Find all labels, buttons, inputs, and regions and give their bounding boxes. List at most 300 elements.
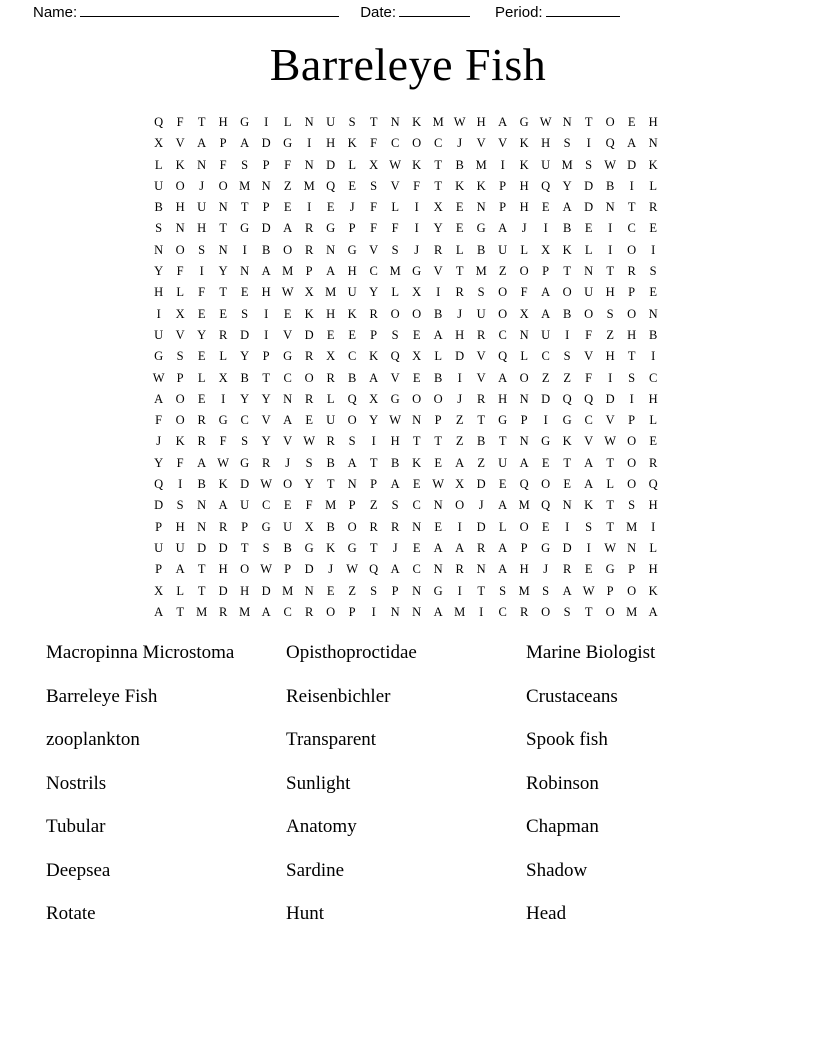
grid-cell[interactable]: K	[648, 157, 658, 172]
grid-cell[interactable]: I	[586, 136, 591, 151]
grid-cell[interactable]: T	[369, 540, 378, 555]
grid-cell[interactable]: A	[498, 498, 508, 513]
grid-cell[interactable]: E	[455, 221, 464, 236]
grid-cell[interactable]: B	[562, 306, 572, 321]
grid-cell[interactable]: N	[154, 242, 164, 257]
grid-cell[interactable]: R	[218, 519, 228, 534]
grid-cell[interactable]: K	[562, 242, 572, 257]
grid-cell[interactable]: L	[391, 200, 400, 215]
grid-cell[interactable]: U	[154, 178, 164, 193]
grid-cell[interactable]: Y	[154, 264, 164, 279]
grid-cell[interactable]: S	[241, 157, 249, 172]
grid-cell[interactable]: W	[432, 477, 445, 492]
grid-cell[interactable]: L	[520, 242, 529, 257]
grid-cell[interactable]: N	[218, 242, 228, 257]
grid-cell[interactable]: I	[500, 157, 505, 172]
grid-cell[interactable]: O	[412, 136, 422, 151]
grid-cell[interactable]: D	[326, 157, 336, 172]
grid-cell[interactable]: V	[283, 327, 293, 342]
grid-cell[interactable]: M	[432, 115, 444, 129]
grid-cell[interactable]: C	[498, 327, 508, 342]
grid-cell[interactable]: I	[565, 327, 570, 342]
grid-cell[interactable]: V	[369, 242, 379, 257]
grid-cell[interactable]: I	[457, 519, 462, 534]
grid-cell[interactable]: S	[176, 349, 184, 364]
grid-cell[interactable]: U	[240, 498, 250, 513]
grid-cell[interactable]: F	[305, 498, 313, 513]
grid-cell[interactable]: H	[605, 285, 615, 300]
grid-cell[interactable]: T	[240, 540, 249, 555]
grid-cell[interactable]: J	[414, 242, 420, 257]
grid-cell[interactable]: V	[390, 370, 400, 385]
grid-cell[interactable]: U	[498, 455, 508, 470]
grid-cell[interactable]: M	[239, 604, 251, 619]
grid-cell[interactable]: E	[283, 498, 292, 513]
grid-cell[interactable]: R	[648, 200, 658, 215]
grid-cell[interactable]: I	[608, 370, 613, 385]
grid-cell[interactable]: P	[241, 519, 249, 534]
grid-cell[interactable]: E	[434, 455, 443, 470]
grid-cell[interactable]: A	[455, 455, 465, 470]
grid-cell[interactable]: H	[541, 136, 551, 151]
grid-cell[interactable]: H	[197, 221, 207, 236]
date-blank-line[interactable]	[399, 3, 470, 17]
grid-cell[interactable]: K	[412, 455, 422, 470]
grid-cell[interactable]: P	[176, 370, 184, 385]
grid-cell[interactable]: H	[261, 285, 271, 300]
grid-cell[interactable]: S	[155, 221, 163, 236]
grid-cell[interactable]: Z	[563, 370, 572, 385]
word-list-item[interactable]: Tubular	[46, 816, 106, 837]
grid-cell[interactable]: P	[520, 540, 528, 555]
name-blank-line[interactable]	[80, 3, 339, 17]
grid-cell[interactable]: T	[584, 604, 593, 619]
grid-cell[interactable]: T	[369, 455, 378, 470]
grid-cell[interactable]: F	[155, 413, 163, 428]
grid-cell[interactable]: E	[584, 562, 593, 577]
grid-cell[interactable]: M	[475, 157, 487, 172]
grid-cell[interactable]: T	[584, 115, 593, 129]
grid-cell[interactable]: T	[606, 519, 615, 534]
grid-cell[interactable]: B	[605, 178, 615, 193]
grid-cell[interactable]: O	[498, 306, 508, 321]
grid-cell[interactable]: N	[347, 477, 357, 492]
grid-cell[interactable]: F	[176, 115, 184, 129]
grid-cell[interactable]: R	[390, 519, 400, 534]
grid-cell[interactable]: S	[563, 349, 571, 364]
grid-cell[interactable]: G	[433, 583, 443, 598]
grid-cell[interactable]: H	[648, 115, 658, 129]
grid-cell[interactable]: E	[412, 327, 421, 342]
grid-cell[interactable]: Q	[498, 349, 508, 364]
grid-cell[interactable]: S	[198, 242, 206, 257]
grid-cell[interactable]: F	[585, 327, 593, 342]
grid-cell[interactable]: A	[240, 136, 250, 151]
grid-cell[interactable]: L	[176, 285, 185, 300]
grid-cell[interactable]: M	[626, 519, 638, 534]
grid-cell[interactable]: E	[584, 221, 593, 236]
grid-cell[interactable]: I	[242, 242, 247, 257]
grid-cell[interactable]: E	[197, 391, 206, 406]
grid-cell[interactable]: X	[304, 519, 314, 534]
grid-cell[interactable]: Y	[261, 391, 271, 406]
grid-cell[interactable]: H	[519, 178, 529, 193]
grid-cell[interactable]: I	[651, 242, 656, 257]
grid-cell[interactable]: P	[520, 413, 528, 428]
grid-cell[interactable]: G	[476, 221, 486, 236]
grid-cell[interactable]: A	[498, 540, 508, 555]
grid-cell[interactable]: X	[154, 136, 164, 151]
grid-cell[interactable]: O	[347, 413, 357, 428]
grid-cell[interactable]: A	[261, 264, 271, 279]
grid-cell[interactable]: I	[264, 115, 269, 129]
grid-cell[interactable]: H	[175, 519, 185, 534]
grid-cell[interactable]: N	[476, 562, 486, 577]
grid-cell[interactable]: J	[199, 178, 205, 193]
grid-cell[interactable]: H	[390, 434, 400, 449]
grid-cell[interactable]: N	[433, 562, 443, 577]
grid-cell[interactable]: Q	[154, 477, 164, 492]
grid-cell[interactable]: H	[605, 349, 615, 364]
grid-cell[interactable]: E	[434, 519, 443, 534]
grid-cell[interactable]: R	[369, 306, 379, 321]
grid-cell[interactable]: J	[457, 136, 463, 151]
grid-cell[interactable]: U	[154, 327, 164, 342]
grid-cell[interactable]: H	[218, 115, 228, 129]
grid-cell[interactable]: A	[584, 477, 594, 492]
grid-cell[interactable]: H	[627, 327, 637, 342]
grid-cell[interactable]: Q	[390, 349, 400, 364]
grid-cell[interactable]: D	[476, 519, 486, 534]
grid-cell[interactable]: K	[326, 540, 336, 555]
grid-cell[interactable]: Y	[240, 391, 250, 406]
grid-cell[interactable]: Y	[218, 264, 228, 279]
grid-cell[interactable]: B	[476, 242, 486, 257]
grid-cell[interactable]: N	[519, 434, 529, 449]
grid-cell[interactable]: P	[499, 178, 507, 193]
grid-cell[interactable]: H	[326, 136, 336, 151]
grid-cell[interactable]: D	[197, 540, 207, 555]
grid-cell[interactable]: H	[326, 306, 336, 321]
grid-cell[interactable]: M	[475, 264, 487, 279]
grid-cell[interactable]: N	[304, 157, 314, 172]
grid-cell[interactable]: T	[369, 115, 378, 129]
grid-cell[interactable]: R	[218, 604, 228, 619]
grid-cell[interactable]: O	[627, 455, 637, 470]
grid-cell[interactable]: V	[476, 349, 486, 364]
grid-cell[interactable]: T	[240, 200, 249, 215]
grid-cell[interactable]: S	[563, 604, 571, 619]
grid-cell[interactable]: F	[370, 200, 378, 215]
grid-cell[interactable]: T	[498, 434, 507, 449]
grid-cell[interactable]: E	[412, 540, 421, 555]
grid-cell[interactable]: D	[154, 498, 164, 513]
grid-cell[interactable]: S	[585, 519, 593, 534]
grid-cell[interactable]: X	[412, 285, 422, 300]
grid-cell[interactable]: C	[412, 562, 422, 577]
grid-cell[interactable]: D	[584, 200, 594, 215]
grid-cell[interactable]: A	[433, 540, 443, 555]
grid-cell[interactable]: Z	[498, 264, 507, 279]
grid-cell[interactable]: H	[519, 200, 529, 215]
grid-cell[interactable]: R	[326, 370, 336, 385]
grid-cell[interactable]: A	[390, 562, 400, 577]
grid-cell[interactable]: R	[455, 285, 465, 300]
grid-cell[interactable]: G	[283, 136, 293, 151]
grid-cell[interactable]: I	[199, 264, 204, 279]
grid-cell[interactable]: M	[518, 498, 530, 513]
grid-cell[interactable]: U	[197, 200, 207, 215]
grid-cell[interactable]: I	[371, 434, 376, 449]
grid-cell[interactable]: C	[627, 221, 637, 236]
grid-cell[interactable]: K	[304, 306, 314, 321]
grid-cell[interactable]: K	[519, 136, 529, 151]
grid-cell[interactable]: C	[369, 264, 379, 279]
grid-cell[interactable]: K	[175, 157, 185, 172]
grid-cell[interactable]: W	[582, 583, 595, 598]
grid-cell[interactable]: X	[304, 285, 314, 300]
grid-cell[interactable]: M	[282, 583, 294, 598]
grid-cell[interactable]: S	[348, 434, 356, 449]
grid-cell[interactable]: O	[175, 242, 185, 257]
grid-cell[interactable]: T	[412, 434, 421, 449]
grid-cell[interactable]: X	[412, 349, 422, 364]
grid-cell[interactable]: O	[390, 306, 400, 321]
grid-cell[interactable]: S	[499, 583, 507, 598]
grid-cell[interactable]: B	[433, 370, 443, 385]
grid-cell[interactable]: N	[197, 519, 207, 534]
grid-cell[interactable]: P	[284, 562, 292, 577]
grid-cell[interactable]: T	[455, 264, 464, 279]
grid-cell[interactable]: O	[519, 370, 529, 385]
grid-cell[interactable]: Y	[369, 413, 379, 428]
grid-cell[interactable]: W	[303, 434, 316, 449]
grid-cell[interactable]: T	[197, 562, 206, 577]
grid-cell[interactable]: N	[627, 540, 637, 555]
grid-cell[interactable]: Q	[584, 391, 594, 406]
grid-cell[interactable]: F	[585, 370, 593, 385]
grid-cell[interactable]: T	[197, 115, 206, 129]
grid-cell[interactable]: H	[648, 498, 658, 513]
grid-cell[interactable]: R	[433, 242, 443, 257]
grid-cell[interactable]: E	[197, 349, 206, 364]
grid-cell[interactable]: N	[562, 498, 572, 513]
grid-cell[interactable]: Z	[455, 413, 464, 428]
grid-cell[interactable]: P	[155, 562, 163, 577]
grid-cell[interactable]: O	[326, 604, 336, 619]
grid-cell[interactable]: L	[649, 540, 658, 555]
grid-cell[interactable]: X	[154, 583, 164, 598]
grid-cell[interactable]: T	[176, 604, 185, 619]
word-list-item[interactable]: Rotate	[46, 903, 96, 924]
grid-cell[interactable]: I	[178, 477, 183, 492]
grid-cell[interactable]: J	[457, 391, 463, 406]
grid-cell[interactable]: P	[262, 200, 270, 215]
grid-cell[interactable]: L	[649, 178, 658, 193]
grid-cell[interactable]: U	[283, 519, 293, 534]
grid-cell[interactable]: S	[370, 178, 378, 193]
grid-cell[interactable]: F	[219, 157, 227, 172]
grid-cell[interactable]: W	[604, 157, 617, 172]
grid-cell[interactable]: R	[304, 221, 314, 236]
grid-cell[interactable]: N	[197, 498, 207, 513]
grid-cell[interactable]: X	[218, 370, 228, 385]
grid-cell[interactable]: Q	[347, 391, 357, 406]
grid-cell[interactable]: B	[347, 370, 357, 385]
grid-cell[interactable]: I	[457, 583, 462, 598]
word-list-item[interactable]: Chapman	[526, 816, 599, 837]
grid-cell[interactable]: V	[175, 327, 185, 342]
grid-cell[interactable]: C	[390, 136, 400, 151]
grid-cell[interactable]: F	[176, 264, 184, 279]
grid-cell[interactable]: E	[412, 370, 421, 385]
grid-cell[interactable]: P	[262, 349, 270, 364]
grid-cell[interactable]: M	[389, 264, 401, 279]
grid-cell[interactable]: S	[563, 136, 571, 151]
grid-cell[interactable]: D	[605, 391, 615, 406]
grid-cell[interactable]: G	[390, 391, 400, 406]
grid-cell[interactable]: R	[197, 413, 207, 428]
grid-cell[interactable]: G	[283, 349, 293, 364]
grid-cell[interactable]: B	[326, 519, 336, 534]
grid-cell[interactable]: R	[476, 327, 486, 342]
grid-cell[interactable]: D	[218, 540, 228, 555]
grid-cell[interactable]: E	[563, 477, 572, 492]
grid-cell[interactable]: A	[584, 455, 594, 470]
grid-cell[interactable]: D	[541, 391, 551, 406]
grid-cell[interactable]: J	[156, 434, 162, 449]
grid-cell[interactable]: S	[585, 157, 593, 172]
grid-cell[interactable]: L	[584, 242, 593, 257]
grid-cell[interactable]: E	[348, 178, 357, 193]
grid-cell[interactable]: O	[283, 477, 293, 492]
grid-cell[interactable]: Z	[348, 583, 357, 598]
grid-cell[interactable]: Q	[541, 498, 551, 513]
grid-cell[interactable]: V	[283, 434, 293, 449]
grid-cell[interactable]: L	[326, 391, 335, 406]
grid-cell[interactable]: C	[433, 136, 443, 151]
grid-cell[interactable]: I	[543, 413, 548, 428]
grid-cell[interactable]: Z	[455, 434, 464, 449]
grid-cell[interactable]: K	[648, 583, 658, 598]
grid-cell[interactable]: T	[606, 455, 615, 470]
grid-cell[interactable]: R	[519, 604, 529, 619]
grid-cell[interactable]: E	[541, 519, 550, 534]
grid-cell[interactable]: D	[218, 583, 228, 598]
grid-cell[interactable]: I	[565, 519, 570, 534]
grid-cell[interactable]: I	[629, 178, 634, 193]
grid-cell[interactable]: S	[262, 540, 270, 555]
grid-cell[interactable]: R	[627, 264, 637, 279]
grid-cell[interactable]: Y	[304, 477, 314, 492]
grid-cell[interactable]: L	[606, 477, 615, 492]
grid-cell[interactable]: A	[433, 327, 443, 342]
grid-cell[interactable]: J	[478, 498, 484, 513]
grid-cell[interactable]: O	[412, 306, 422, 321]
grid-cell[interactable]: N	[412, 519, 422, 534]
grid-cell[interactable]: L	[649, 413, 658, 428]
grid-cell[interactable]: G	[154, 349, 164, 364]
grid-cell[interactable]: B	[433, 306, 443, 321]
word-list-item[interactable]: Opisthoproctidae	[286, 642, 417, 663]
grid-cell[interactable]: R	[326, 434, 336, 449]
word-list-item[interactable]: Macropinna Microstoma	[46, 642, 235, 663]
grid-cell[interactable]: H	[240, 583, 250, 598]
grid-cell[interactable]: C	[498, 604, 508, 619]
grid-cell[interactable]: N	[175, 221, 185, 236]
grid-cell[interactable]: R	[197, 434, 207, 449]
grid-cell[interactable]: E	[498, 477, 507, 492]
grid-cell[interactable]: M	[239, 178, 251, 193]
grid-cell[interactable]: G	[541, 540, 551, 555]
grid-cell[interactable]: P	[499, 200, 507, 215]
grid-cell[interactable]: A	[347, 455, 357, 470]
grid-cell[interactable]: H	[648, 391, 658, 406]
grid-cell[interactable]: K	[175, 434, 185, 449]
grid-cell[interactable]: X	[541, 242, 551, 257]
grid-cell[interactable]: P	[606, 583, 614, 598]
grid-cell[interactable]: M	[325, 498, 337, 513]
grid-cell[interactable]: X	[369, 157, 379, 172]
grid-cell[interactable]: P	[370, 327, 378, 342]
grid-cell[interactable]: O	[175, 178, 185, 193]
grid-cell[interactable]: D	[240, 327, 250, 342]
grid-cell[interactable]: S	[649, 264, 657, 279]
grid-cell[interactable]: R	[304, 391, 314, 406]
grid-cell[interactable]: F	[176, 455, 184, 470]
grid-cell[interactable]: S	[176, 498, 184, 513]
grid-cell[interactable]: P	[262, 157, 270, 172]
grid-cell[interactable]: V	[476, 136, 486, 151]
grid-cell[interactable]: B	[455, 157, 465, 172]
grid-cell[interactable]: N	[476, 200, 486, 215]
grid-cell[interactable]: J	[349, 200, 355, 215]
grid-cell[interactable]: A	[498, 115, 508, 129]
grid-cell[interactable]: S	[628, 498, 636, 513]
grid-cell[interactable]: M	[196, 604, 208, 619]
grid-cell[interactable]: Q	[369, 562, 379, 577]
grid-cell[interactable]: N	[648, 306, 658, 321]
grid-cell[interactable]: L	[498, 519, 507, 534]
grid-cell[interactable]: U	[584, 285, 594, 300]
grid-cell[interactable]: I	[221, 391, 226, 406]
grid-cell[interactable]: M	[325, 285, 337, 300]
grid-cell[interactable]: I	[543, 221, 548, 236]
grid-cell[interactable]: A	[627, 136, 637, 151]
grid-cell[interactable]: R	[304, 604, 314, 619]
grid-cell[interactable]: I	[629, 391, 634, 406]
grid-cell[interactable]: C	[347, 349, 357, 364]
grid-cell[interactable]: E	[627, 115, 636, 129]
grid-cell[interactable]: M	[561, 157, 573, 172]
grid-cell[interactable]: E	[412, 477, 421, 492]
grid-cell[interactable]: I	[436, 285, 441, 300]
grid-cell[interactable]: D	[584, 178, 594, 193]
grid-cell[interactable]: M	[282, 264, 294, 279]
grid-cell[interactable]: I	[156, 306, 161, 321]
grid-cell[interactable]: B	[283, 540, 293, 555]
grid-cell[interactable]: S	[391, 327, 399, 342]
grid-cell[interactable]: K	[412, 157, 422, 172]
grid-cell[interactable]: F	[219, 434, 227, 449]
grid-cell[interactable]: A	[498, 221, 508, 236]
grid-cell[interactable]: B	[648, 327, 658, 342]
grid-cell[interactable]: Y	[197, 327, 207, 342]
grid-cell[interactable]: E	[305, 413, 314, 428]
grid-cell[interactable]: N	[218, 200, 228, 215]
grid-cell[interactable]: H	[218, 562, 228, 577]
grid-cell[interactable]: P	[391, 583, 399, 598]
